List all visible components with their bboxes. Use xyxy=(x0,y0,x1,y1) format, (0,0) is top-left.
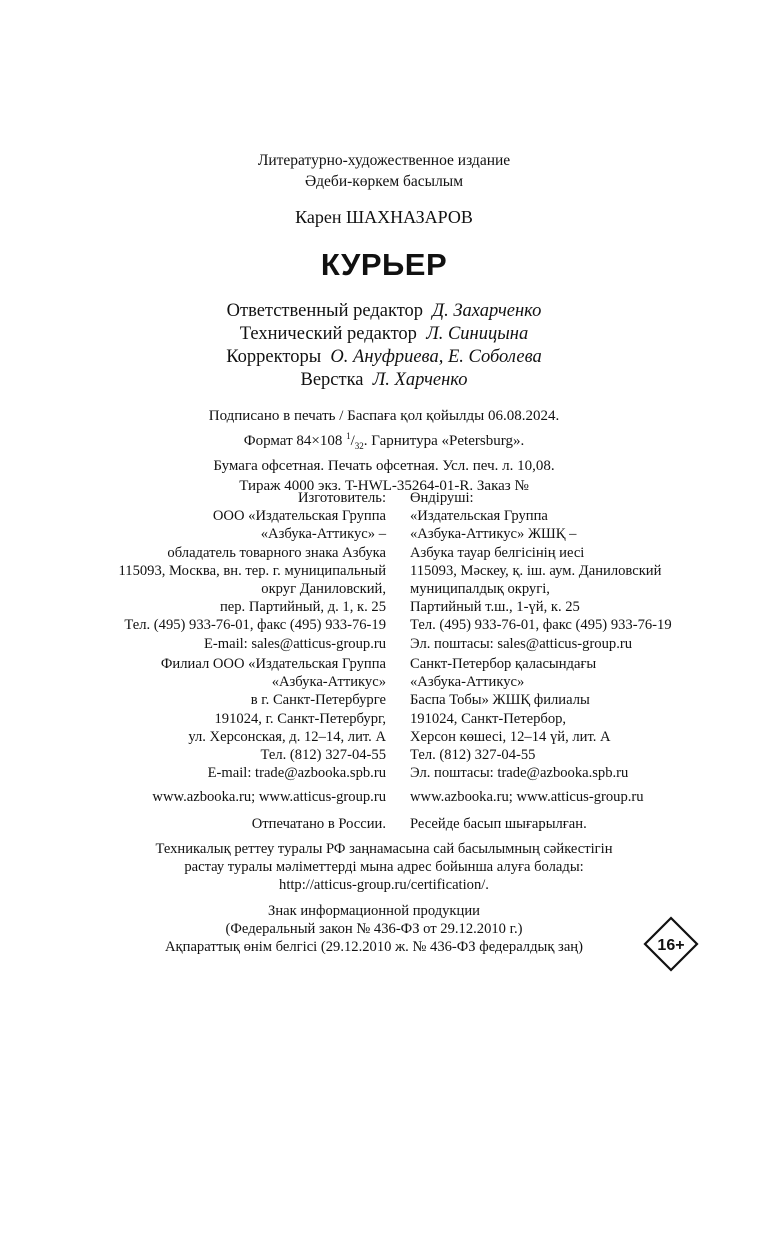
web-links-ru: www.azbooka.ru; www.atticus-group.ru xyxy=(152,789,386,805)
printed-in-kz: Ресейде басып шығарылған. xyxy=(410,816,587,832)
signed-date: Подписано в печать / Баспаға қол қойылды 06.08.2024. xyxy=(208,408,560,424)
staff-name: Д. Захарченко xyxy=(432,301,542,321)
book-title: КУРЬЕР xyxy=(320,247,448,282)
staff-role: Ответственный редактор xyxy=(226,301,424,321)
edition-type-ru: Литературно-художественное издание xyxy=(257,152,511,169)
web-links-kz: www.azbooka.ru; www.atticus-group.ru xyxy=(410,789,644,805)
staff-row xyxy=(0,346,768,369)
certification-note: Техникалық реттеу туралы РФ заңнамасына сай басылымның сәйкестігін растау туралы мәліметтерді мына адрес бойынша алуға болады: http://atticus-group.ru/certification/. xyxy=(155,841,613,893)
branch-ru: Филиал ООО «Издательская Группа «Азбука-Аттикус» в г. Санкт-Петербурге 191024, г. Санкт-Петербург, ул. Херсонская, д. 12–14, лит. А Тел. (812) 327-04-55 E-mail: trade@azbooka.spb.ru xyxy=(160,656,386,782)
staff-row xyxy=(0,323,768,346)
age-rating-text: 16+ xyxy=(657,937,685,954)
staff-row xyxy=(0,300,768,323)
staff-name: Л. Синицына xyxy=(426,324,529,344)
staff-role: Корректоры xyxy=(226,347,322,367)
staff-role: Верстка xyxy=(300,370,364,390)
branch-kz: Санкт-Петербор қаласындағы «Азбука-Аттикус» Баспа Тобы» ЖШҚ филиалы 191024, Санкт-Петербор, Херсон көшесі, 12–14 үй, лит. А Тел. (812) 327-04-55 Эл. поштасы: trade@azbooka.spb.ru xyxy=(410,656,629,782)
manufacturer-kz: Өндіруші: «Издательская Группа «Азбука-Аттикус» ЖШҚ – Азбука тауар белгісінің иесі 115093, Мәскеу, қ. іш. аум. Даниловский муниципалдық округі, Партийный т.ш., 1-үй, к. 25 Тел. (495) 933-76-01, факс (495) 933-76-19 Эл. поштасы: sales@atticus-group.ru xyxy=(410,490,672,652)
format-line: Формат 84×108 $^1/_{32}$. Гарнитура «Petersburg». xyxy=(243,431,525,451)
author-name: Карен ШАХНАЗАРОВ xyxy=(295,207,473,227)
staff-list xyxy=(0,300,768,392)
edition-type-kz: Әдеби-көркем басылым xyxy=(304,173,464,190)
paper-line: Бумага офсетная. Печать офсетная. Усл. печ. л. 10,08. xyxy=(213,458,555,474)
staff-name: О. Ануфриева, Е. Соболева xyxy=(330,347,542,367)
print-run: Тираж 4000 экз. T-HWL-35264-01-R. Заказ № xyxy=(239,478,529,494)
info-product-sign: Знак информационной продукции (Федеральный закон № 436-ФЗ от 29.12.2010 г.) Ақпараттық өнім белгісі (29.12.2010 ж. № 436-ФЗ федералдық заң) xyxy=(165,903,583,955)
staff-role: Технический редактор xyxy=(239,324,417,344)
staff-row xyxy=(0,369,768,392)
print-details xyxy=(0,406,768,496)
age-rating-badge xyxy=(643,916,699,972)
manufacturer-ru: Изготовитель: ООО «Издательская Группа «Азбука-Аттикус» – обладатель товарного знака Азбука 115093, Москва, вн. тер. г. муниципальный округ Даниловский, пер. Партийный, д. 1, к. 25 Тел. (495) 933-76-01, факс (495) 933-76-19 E-mail: sales@atticus-group.ru xyxy=(118,490,386,652)
printed-in-ru: Отпечатано в России. xyxy=(251,816,386,832)
staff-name: Л. Харченко xyxy=(372,370,468,390)
